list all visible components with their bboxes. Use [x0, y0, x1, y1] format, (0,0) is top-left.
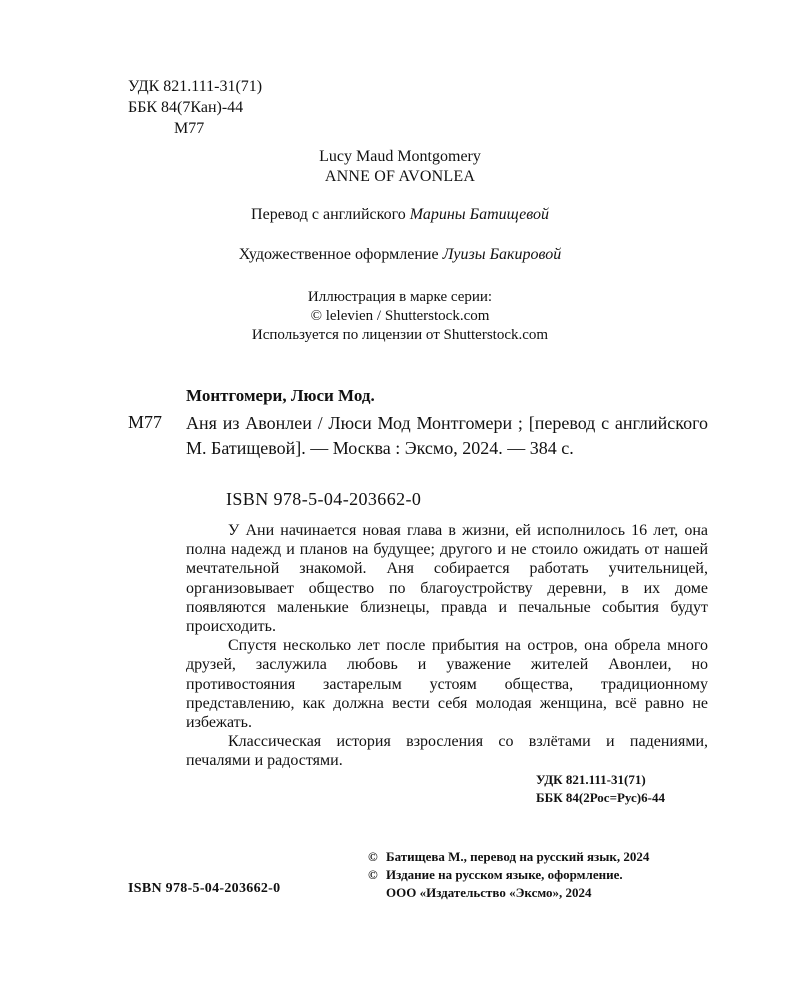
copyright-line-3: ООО «Издательство «Эксмо», 2024 [386, 885, 592, 900]
isbn-main: ISBN 978-5-04-203662-0 [226, 489, 422, 509]
author-mark: М77 [174, 120, 205, 137]
udk-code: УДК 821.111-31(71) [128, 78, 263, 95]
original-title-block [0, 147, 800, 187]
copyright-symbol: © [368, 849, 378, 864]
bibliographic-mark: М77 [128, 412, 163, 432]
udk-code-right: УДК 821.111-31(71) [536, 772, 646, 787]
illustration-credit [0, 288, 800, 345]
bbk-code-right: ББК 84(2Рос=Рус)6-44 [536, 790, 665, 805]
translation-credit [0, 206, 800, 224]
copyright-line-1: Батищева М., перевод на русский язык, 2024 [386, 849, 650, 864]
original-title: ANNE OF AVONLEA [324, 168, 476, 185]
annotation-paragraph: Классическая история взросления со взлётами и падениями, печалями и радостями. [186, 733, 708, 770]
annotation-paragraph: Спустя несколько лет после прибытия на остров, она обрела много друзей, заслужила любовь и уважение жителей Авонлеи, но противостояния застарелым устоям общества, традиционному представлению, как должна вести себя молодая женщина, всё равно не избежать. [186, 637, 708, 732]
bibliographic-author-heading: Монтгомери, Люси Мод. [186, 386, 375, 405]
bbk-code: ББК 84(7Кан)-44 [128, 99, 244, 116]
illustration-line-3: Используется по лицензии от Shutterstock.com [251, 327, 549, 343]
design-credit [0, 246, 800, 264]
annotation-paragraph: У Ани начинается новая глава в жизни, ей исполнилось 16 лет, она полна надежд и планов на будущее; другого и не стоило ожидать от нашей мечтательной знакомой. Аня собирается работать учительницей, организовывает общество по благоустройству деревни, в их доме появляются маленькие близнецы, правда и печальные события будут происходить. [186, 522, 708, 636]
classification-codes [128, 76, 262, 139]
translation-prefix: Перевод с английского [251, 206, 410, 223]
design-prefix: Художественное оформление [238, 246, 443, 263]
copyright-line-2: Издание на русском языке, оформление. [386, 867, 623, 882]
bibliographic-citation: Аня из Авонлеи / Люси Мод Монтгомери ; [перевод с английского М. Батищевой]. — Москва : Эксмо, 2024. — 384 с. [186, 413, 708, 458]
illustration-line-1: Иллюстрация в марке серии: [307, 289, 493, 305]
copyright-symbol: © [368, 867, 378, 882]
illustration-line-2: © lelevien / Shutterstock.com [310, 308, 490, 324]
designer-name: Луизы Бакировой [442, 246, 562, 263]
classification-codes-right [536, 771, 665, 807]
original-author: Lucy Maud Montgomery [319, 148, 481, 165]
annotation [186, 521, 708, 771]
translator-name: Марины Батищевой [409, 206, 549, 223]
isbn-bottom: ISBN 978-5-04-203662-0 [128, 881, 281, 896]
copyright-notice [368, 848, 649, 902]
